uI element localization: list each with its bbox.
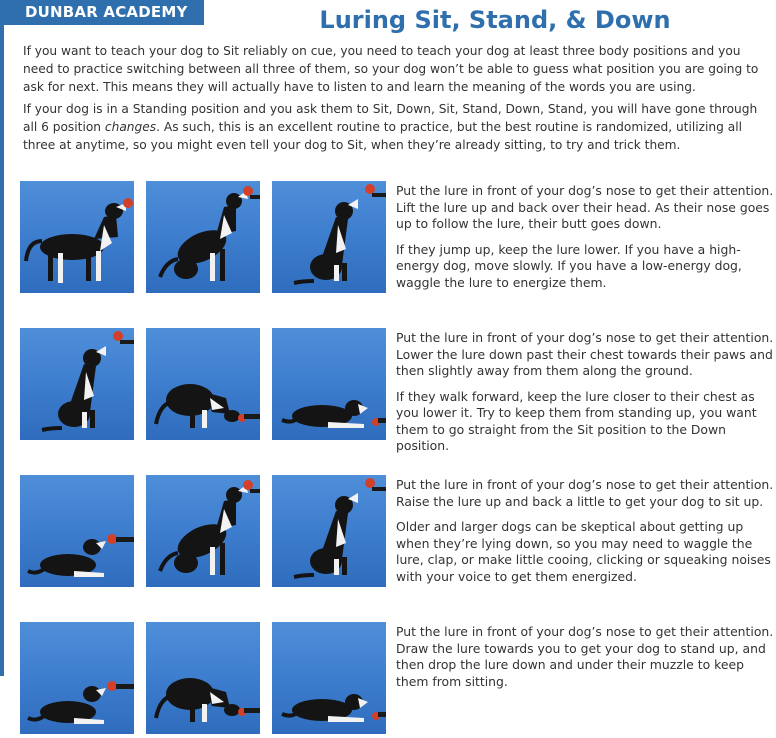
step-instructions [396,624,776,699]
step-sit-from-stand [20,181,776,297]
photo-dog-rising [146,475,260,587]
intro-text-before: If your dog is in a Standing position and you ask them to Sit, Down, Sit, Stand, Down, Stand, you will have gone through all 6 position [23,102,758,134]
step-tip: Older and larger dogs can be skeptical about getting up when they’re lying down, so you may need to waggle the lure, clap, or make little cooing, clicking or squeaking noises with your voice to get them energized. [396,519,771,584]
step-instructions [396,183,776,300]
intro-paragraph-2 [23,100,771,154]
step-instructions [396,477,776,594]
step-tip: If they jump up, keep the lure lower. If you have a high-energy dog, move slowly. If you have a low-energy dog, waggle the lure to energize them. [396,241,742,290]
brand-banner: DUNBAR ACADEMY [0,0,204,25]
photo-dog-sitting [20,328,134,440]
photo-dog-lying-down [272,328,386,440]
intro-emphasis: changes [104,120,157,134]
photo-dog-standing [20,181,134,293]
photo-dog-lying-down [20,622,134,734]
page-title: Luring Sit, Stand, & Down [319,6,671,34]
photo-dog-lying-down [20,475,134,587]
step-stand-from-down [20,622,776,738]
step-instruction: Put the lure in front of your dog’s nose to get their attention. Draw the lure towards you to get your dog to stand up, and then drop the lure down and under their muzzle to keep them from sitting. [396,624,774,689]
photo-dog-nose-down [146,328,260,440]
left-accent-rule [0,25,4,676]
step-instructions [396,330,776,464]
step-instruction: Put the lure in front of your dog’s nose to get their attention. Lower the lure down past their chest towards their paws and then slightly away from them along the ground. [396,330,774,378]
photo-dog-standing-up [146,622,260,734]
photo-dog-sitting [272,475,386,587]
photo-dog-sitting [272,181,386,293]
step-instruction: Put the lure in front of your dog’s nose to get their attention. Lift the lure up and back over their head. As their nose goes up to follow the lure, their butt goes down. [396,183,774,231]
step-down-from-sit [20,328,776,453]
intro-paragraph: If you want to teach your dog to Sit reliably on cue, you need to teach your dog at least three body positions and you need to practice switching between all three of them, so your dog won’t be able to guess what position you are going to ask for next. This means they will actually have to listen to and learn the meaning of the words you are using. [23,44,759,94]
step-instruction: Put the lure in front of your dog’s nose to get their attention. Raise the lure up and back a little to get your dog to sit up. [396,477,774,509]
photo-dog-lying-down [272,622,386,734]
step-tip: If they walk forward, keep the lure closer to their chest as you lower it. Try to keep them from standing up, you want them to go straight from the Sit position to the Down position. [396,388,757,453]
step-sit-from-down [20,475,776,591]
photo-dog-lowering [146,181,260,293]
intro-text-after: . As such, this is an excellent routine to practice, but the best routine is randomized, utilizing all three at anytime, so you might even tell your dog to Sit, when they’re already sitting, to try and trick them. [23,120,742,152]
